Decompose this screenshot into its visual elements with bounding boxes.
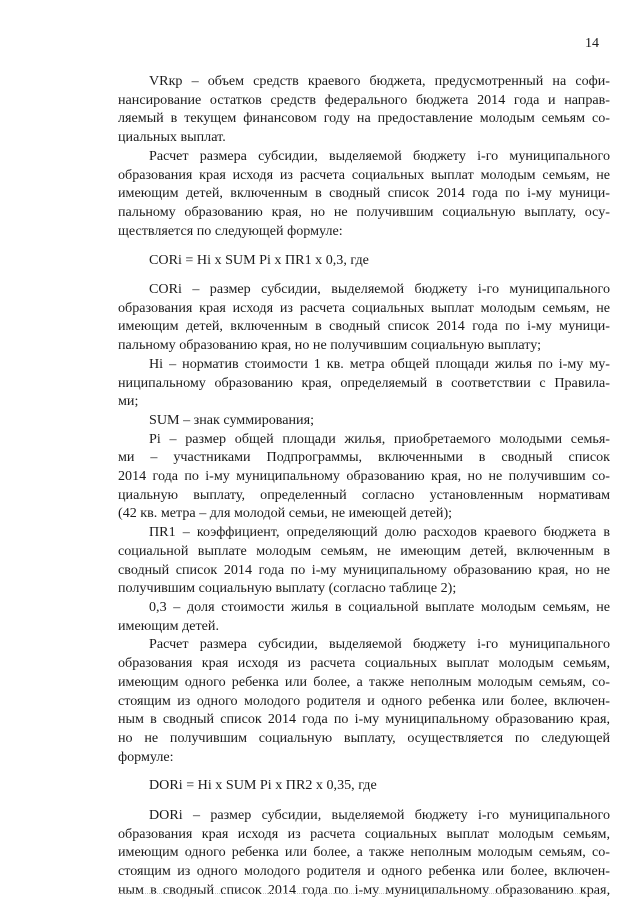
text-line: получившим социальную выплату (согласно таблице 2); xyxy=(118,580,457,597)
text-line: образования края исходя из расчета социальных выплат молодым семьям, не xyxy=(118,299,610,316)
text-line: образования края исходя из расчета социальных выплат молодым семьям, xyxy=(118,655,610,672)
text-line: пальному образованию края, но не получившим социальную выплату, осу- xyxy=(118,203,610,220)
text-line: ным в сводный список 2014 года по i-му муниципальному образованию края, xyxy=(118,711,610,728)
paragraph-vr-definition xyxy=(118,72,610,147)
paragraph-dor-definition xyxy=(118,806,610,900)
text-line: имеющим детей. xyxy=(118,617,219,634)
text-line: стоящим из одного молодого родителя и одного ребенка или более, включен- xyxy=(118,692,610,709)
text-line: SUM – знак суммирования; xyxy=(149,411,314,428)
text-line: пальному образованию края, но не получившим социальную выплату; xyxy=(118,337,542,354)
document-body xyxy=(118,72,610,900)
text-line: образования края исходя из расчета социальных выплат молодым семьям, не xyxy=(118,166,610,183)
text-line: Hi – норматив стоимости 1 кв. метра общей площади жилья по i-му му- xyxy=(149,355,610,372)
text-line: Расчет размера субсидии, выделяемой бюджету i-го муниципального xyxy=(149,636,610,653)
text-line: 0,3 – доля стоимости жилья в социальной выплате молодым семьям, не xyxy=(149,598,610,615)
text-line: ществляется по следующей формуле: xyxy=(118,222,343,239)
text-line: образования края исходя из расчета социальных выплат молодым семьям, xyxy=(118,825,610,842)
text-line: сводный список 2014 года по i-му муниципальному образованию края, но не xyxy=(118,561,610,578)
text-line: Pi – размер общей площади жилья, приобретаемого молодыми семья- xyxy=(149,430,610,447)
text-line: циальных выплат. xyxy=(118,129,226,146)
paragraph-pr1-definition xyxy=(118,523,610,598)
text-line: ляемый в текущем финансовом году на предоставление молодым семьям со- xyxy=(118,110,610,127)
text-line: формуле: xyxy=(118,748,174,765)
paragraph-sum-definition xyxy=(118,411,610,430)
text-line: стоящим из одного молодого родителя и одного ребенка или более, включен- xyxy=(118,863,610,880)
text-line: имеющим детей, включенным в сводный список 2014 года по i-му муници- xyxy=(118,318,610,335)
text-line: ми; xyxy=(118,393,139,410)
paragraph-cor-calculation xyxy=(118,147,610,241)
text-line: социальной выплате молодым семьям, не имеющим детей, включенным в xyxy=(118,542,610,559)
text-line: циальную выплату, определенный согласно установленным нормативам xyxy=(118,486,610,503)
text-line: CORi – размер субсидии, выделяемой бюджету i-го муниципального xyxy=(149,281,610,298)
text-line: имеющим одного ребенка или более, а также неполным молодым семьям, со- xyxy=(118,844,610,861)
page-number: 14 xyxy=(585,36,599,51)
text-line: ПR1 – коэффициент, определяющий долю расходов краевого бюджета в xyxy=(149,524,610,541)
paragraph-dor-calculation xyxy=(118,635,610,766)
text-line: ми – участниками Подпрограммы, включенными в сводный список xyxy=(118,449,610,466)
text-line: ным в сводный список 2014 года по i-му муниципальному образованию края, xyxy=(118,881,610,898)
formula-dor: DORi = Hi x SUM Pi x ПR2 x 0,35, где xyxy=(149,777,377,794)
paragraph-coefficient-definition xyxy=(118,598,610,635)
bottom-divider xyxy=(118,893,610,894)
text-line: имеющим детей, включенным в сводный список 2014 года по i-му муници- xyxy=(118,185,610,202)
text-line: имеющим одного ребенка или более, а также неполным молодым семьям, со- xyxy=(118,673,610,690)
text-line: 2014 года по i-му муниципальному образованию края, но не получившим со- xyxy=(118,468,610,485)
text-line: DORi – размер субсидии, выделяемой бюджету i-го муниципального xyxy=(149,807,610,824)
text-line: VRкр – объем средств краевого бюджета, предусмотренный на софи- xyxy=(149,73,610,89)
text-line: (42 кв. метра – для молодой семьи, не имеющей детей); xyxy=(118,505,453,522)
text-line: но не получившим социальную выплату, осуществляется по следующей xyxy=(118,729,610,746)
text-line: нансирование остатков средств федерального бюджета 2014 года и направ- xyxy=(118,91,610,108)
paragraph-h-definition xyxy=(118,355,610,411)
text-line: ниципальному образованию края, определяемый в соответствии с Правила- xyxy=(118,374,610,391)
text-line: Расчет размера субсидии, выделяемой бюджету i-го муниципального xyxy=(149,147,610,164)
paragraph-p-definition xyxy=(118,430,610,524)
paragraph-cor-definition xyxy=(118,280,610,355)
formula-cor: CORi = Hi x SUM Pi x ПR1 x 0,3, где xyxy=(149,252,369,269)
